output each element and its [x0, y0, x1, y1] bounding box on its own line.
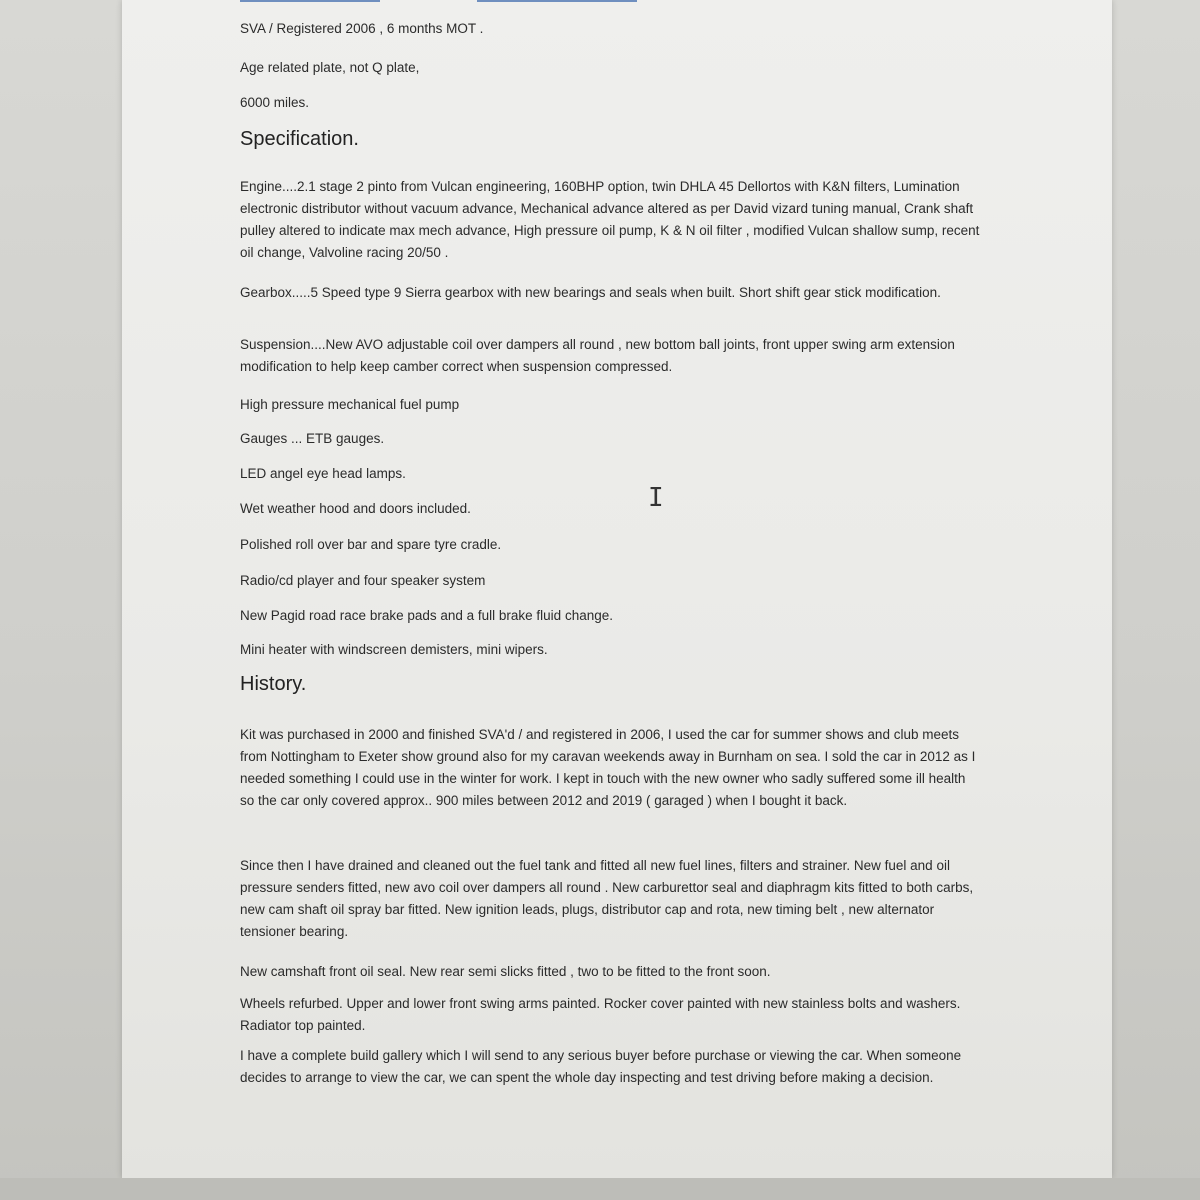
spec-paragraph: New Pagid road race brake pads and a full brake fluid change.	[240, 608, 613, 623]
intro-line: 6000 miles.	[240, 95, 310, 110]
screen-bottom-edge	[0, 1178, 1200, 1200]
intro-line: Age related plate, not Q plate,	[240, 60, 420, 75]
history-paragraph: I have a complete build gallery which I will send to any serious buyer before purchase or viewing the car. When someone decides to arrange to view the car, we can spent the whole day inspecting and test driving before making a decision.	[240, 1048, 962, 1085]
hyperlink-underline	[240, 0, 380, 2]
spec-paragraph: Engine....2.1 stage 2 pinto from Vulcan engineering, 160BHP option, twin DHLA 45 Dellortos with K&N filters, Lumination electronic distributor without vacuum advance, Mechanical advance altered as per David vizard tuning manual, Crank shaft pulley altered to indicate max mech advance, High pressure oil pump, K & N oil filter , modified Vulcan shallow sump, recent oil change, Valvoline racing 20/50 .	[240, 179, 980, 260]
history-heading: History.	[240, 673, 307, 695]
history-paragraph: New camshaft front oil seal. New rear semi slicks fitted , two to be fitted to the front soon.	[240, 964, 771, 979]
spec-paragraph: Gearbox.....5 Speed type 9 Sierra gearbox with new bearings and seals when built. Short shift gear stick modification.	[240, 285, 941, 300]
history-paragraph: Wheels refurbed. Upper and lower front swing arms painted. Rocker cover painted with new stainless bolts and washers. Radiator top painted.	[240, 996, 961, 1033]
spec-paragraph: Gauges ... ETB gauges.	[240, 431, 385, 446]
spec-paragraph: High pressure mechanical fuel pump	[240, 397, 460, 412]
spec-paragraph: Mini heater with windscreen demisters, mini wipers.	[240, 642, 548, 657]
spec-paragraph: Radio/cd player and four speaker system	[240, 573, 486, 588]
hyperlink-underline	[477, 0, 637, 2]
intro-line: SVA / Registered 2006 , 6 months MOT .	[240, 21, 484, 36]
spec-paragraph: LED angel eye head lamps.	[240, 466, 406, 481]
spec-paragraph: Wet weather hood and doors included.	[240, 501, 471, 516]
document-page[interactable]	[122, 0, 1112, 1178]
spec-paragraph: Polished roll over bar and spare tyre cradle.	[240, 537, 502, 552]
spec-paragraph: Suspension....New AVO adjustable coil over dampers all round , new bottom ball joints, front upper swing arm extension modification to help keep camber correct when suspension compressed.	[240, 337, 955, 374]
history-paragraph: Kit was purchased in 2000 and finished SVA'd / and registered in 2006, I used the car for summer shows and club meets from Nottingham to Exeter show ground also for my caravan weekends away in Burnham on sea. I sold the car in 2012 as I needed something I could use in the winter for work. I kept in touch with the new owner who sadly suffered some ill health so the car only covered approx.. 900 miles between 2012 and 2019 ( garaged ) when I bought it back.	[240, 727, 976, 808]
text-cursor-icon: I	[648, 483, 664, 513]
history-paragraph: Since then I have drained and cleaned out the fuel tank and fitted all new fuel lines, filters and strainer. New fuel and oil pressure senders fitted, new avo coil over dampers all round . New carburettor seal and diaphragm kits fitted to both carbs, new cam shaft oil spray bar fitted. New ignition leads, plugs, distributor cap and rota, new timing belt , new alternator tensioner bearing.	[240, 858, 974, 939]
specification-heading: Specification.	[240, 128, 359, 150]
